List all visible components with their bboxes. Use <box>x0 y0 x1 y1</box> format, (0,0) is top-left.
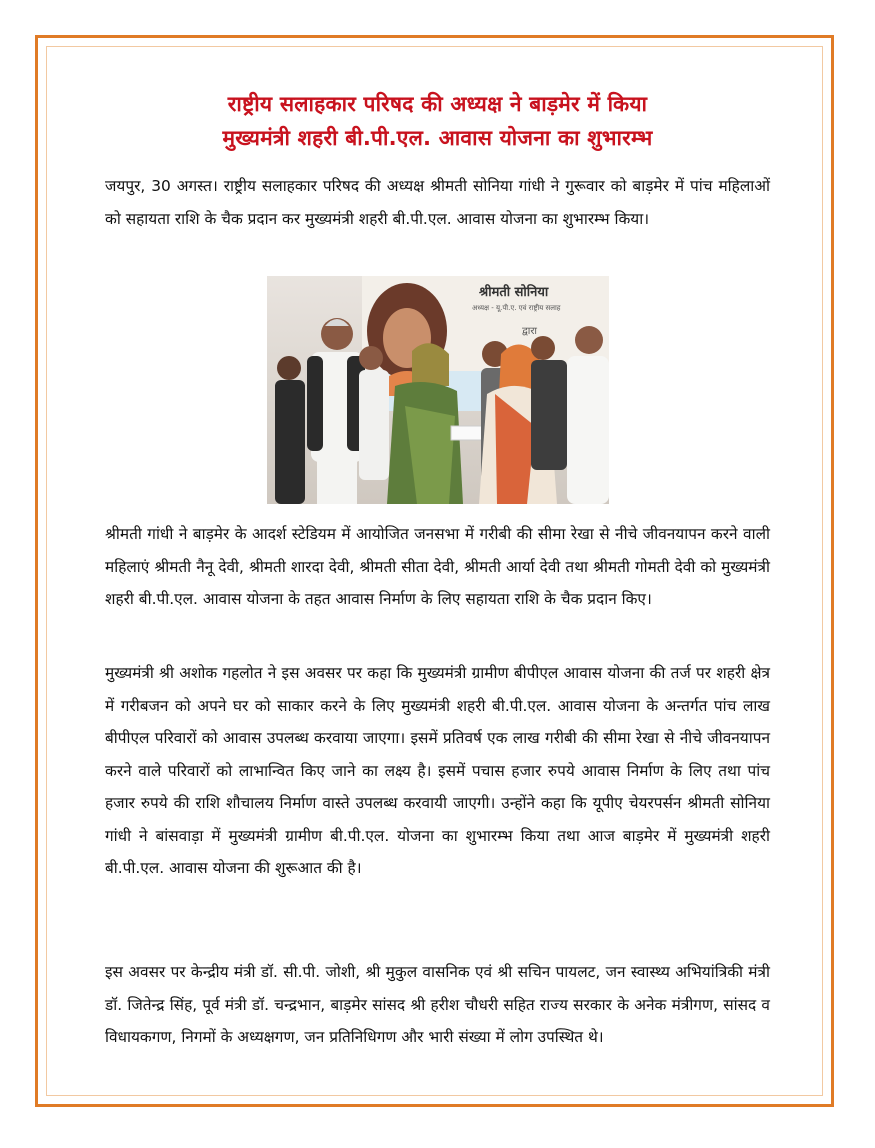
event-photo <box>267 276 609 504</box>
headline-line-2: मुख्यमंत्री शहरी बी.पी.एल. आवास योजना का शुभारम्भ <box>222 126 653 150</box>
paragraph-attendees: इस अवसर पर केन्द्रीय मंत्री डॉ. सी.पी. जोशी, श्री मुकुल वासनिक एवं श्री सचिन पायलट, जन स्वास्थ्य अभियांत्रिकी मंत्री डॉ. जितेन्द्र सिंह, पूर्व मंत्री डॉ. चन्द्रभान, बाड़मेर सांसद श्री हरीश चौधरी सहित राज्य सरकार के अनेक मंत्रीगण, सांसद व विधायकगण, निगमों के अध्यक्षगण, जन प्रतिनिधिगण और भारी संख्या में लोग उपस्थित थे। <box>105 963 770 1046</box>
paragraph-cheque-recipients: श्रीमती गांधी ने बाड़मेर के आदर्श स्टेडियम में आयोजित जनसभा में गरीबी की सीमा रेखा से नीचे जीवनयापन करने वाली महिलाएं श्रीमती नैनू देवी, श्रीमती शारदा देवी, श्रीमती सीता देवी, श्रीमती आर्या देवी तथा श्रीमती गोमती देवी को मुख्यमंत्री शहरी बी.पी.एल. आवास योजना के तहत आवास निर्माण के लिए सहायता राशि के चैक प्रदान किए। <box>105 525 770 608</box>
banner-text: श्रीमती सोनिया <box>479 285 549 300</box>
paragraph-chief-minister: मुख्यमंत्री श्री अशोक गहलोत ने इस अवसर पर कहा कि मुख्यमंत्री ग्रामीण बीपीएल आवास योजना की तर्ज पर शहरी क्षेत्र में गरीबजन को अपने घर को साकार करने के लिए मुख्यमंत्री शहरी बी.पी.एल. आवास योजना के अन्तर्गत पांच लाख बीपीएल परिवारों को आवास उपलब्ध करवाया जाएगा। इसमें प्रतिवर्ष एक लाख गरीबी की सीमा रेखा से नीचे जीवनयापन करने वाले परिवारों को लाभान्वित किए जाने का लक्ष्य है। इसमें पचास हजार रुपये आवास निर्माण के लिए तथा पांच हजार रुपये की राशि शौचालय निर्माण वास्ते उपलब्ध करवायी जाएगी। उन्होंने कहा कि यूपीए चेयरपर्सन श्रीमती सोनिया गांधी ने बांसवाड़ा में मुख्यमंत्री ग्रामीण बी.पी.एल. योजना का शुभारम्भ किया तथा आज बाड़मेर में मुख्यमंत्री शहरी बी.पी.एल. आवास योजना की शुरूआत की है। <box>105 664 770 877</box>
headline-line-1: राष्ट्रीय सलाहकार परिषद की अध्यक्ष ने बाड़मेर में किया <box>227 92 648 116</box>
paragraph-intro: जयपुर, 30 अगस्त। राष्ट्रीय सलाहकार परिषद की अध्यक्ष श्रीमती सोनिया गांधी ने गुरूवार को बाड़मेर में पांच महिलाओं को सहायता राशि के चैक प्रदान कर मुख्यमंत्री शहरी बी.पी.एल. आवास योजना का शुभारम्भ किया। <box>105 177 770 228</box>
banner-text-2: द्वारा <box>522 326 538 337</box>
banner-subtext: अध्यक्ष - यू.पी.ए. एवं राष्ट्रीय सलाह <box>472 304 561 312</box>
